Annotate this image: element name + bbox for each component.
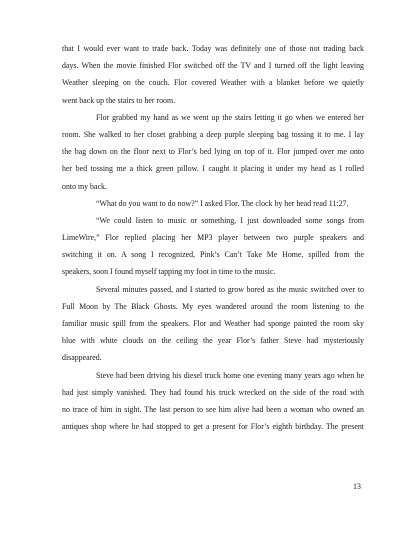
text-line: familiar music spill from the speakers. Flor and Weather had sponge painted the room sky <box>62 319 364 328</box>
text-line: her bed tossing me a thick green pillow. I caught it placing it under my head as I rolled <box>62 164 364 174</box>
text-line: “What do you want to do now?” I asked Flor. The clock by her head read 11:27. <box>96 198 349 208</box>
text-line: Weather sleeping on the couch. Flor covered Weather with a blanket before we quietly <box>62 78 364 88</box>
text-line: switching it on. A song I recognized, Pink’s Can’t Take Me Home, spilled from the <box>62 250 364 260</box>
text-line: room. She walked to her closet grabbing a deep purple sleeping bag tossing it to me. I lay <box>62 129 364 139</box>
text-line: no trace of him in sight. The last person to see him alive had been a woman who owned an <box>62 404 364 414</box>
text-line: days. When the movie finished Flor switched off the TV and I turned off the light leaving <box>62 61 364 71</box>
text-line: Several minutes passed, and I started to grow bored as the music switched over to <box>96 284 364 294</box>
text-line: “We could listen to music or something, I just downloaded some songs from <box>96 215 364 225</box>
text-line: that I would ever want to trade back. Today was definitely one of those not trading back <box>62 44 364 53</box>
text-line: blue with white clouds on the ceiling the year Flor’s father Steve had mysteriously <box>62 336 364 346</box>
text-line: the bag down on the floor next to Flor’s bed lying on top of it. Flor jumped over me onto <box>62 147 364 157</box>
page-number: 13 <box>353 482 361 491</box>
text-line: Full Moon by The Black Ghosts. My eyes wandered around the room listening to the <box>62 301 364 311</box>
text-line: speakers, soon I found myself tapping my foot in time to the music. <box>62 267 276 277</box>
text-line: Flor grabbed my hand as we went up the stairs letting it go when we entered her <box>96 112 364 122</box>
text-line: antiques shop where he had stopped to get a present for Flor’s eighth birthday. The present <box>62 422 364 432</box>
text-line: LimeWire,” Flor replied placing her MP3 player between two purple speakers and <box>62 233 364 243</box>
text-line: had just simply vanished. They had found his truck wrecked on the side of the road with <box>62 387 364 397</box>
text-line: onto my back. <box>62 181 107 191</box>
text-line: Steve had been driving his diesel truck home one evening many years ago when he <box>96 370 364 380</box>
text-line: disappeared. <box>62 353 102 363</box>
body-text <box>62 40 364 435</box>
text-line: went back up the stairs to her room. <box>62 95 176 105</box>
